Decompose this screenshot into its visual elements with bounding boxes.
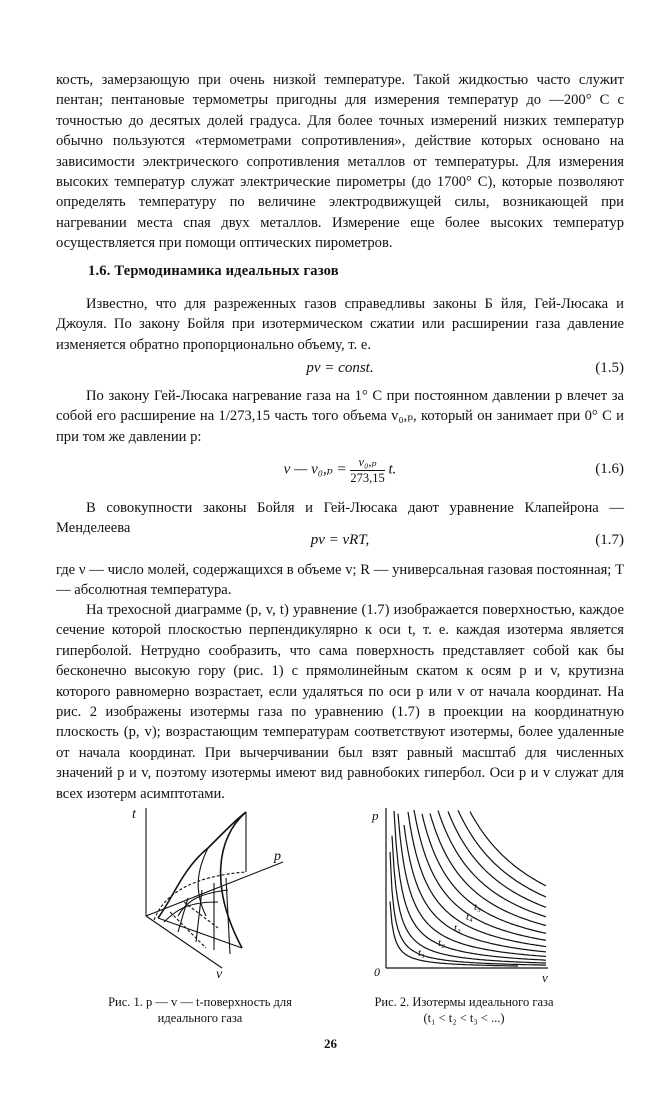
isotherm-curves <box>390 810 546 966</box>
figure-2-caption <box>344 994 584 1026</box>
isotherm-curve <box>414 810 546 940</box>
paragraph-gas-laws: Известно, что для разреженных газов справедливы законы Б йля, Гей-Люсака и Джоуля. По закону Бойля при изотермическом сжатии или расширении газа давление изменяется обратно пропорционально объему, т. е. <box>56 296 624 353</box>
paragraph-thermometers: кость, замерзающую при очень низкой температуре. Такой жидкостью часто служит пентан; пентановые термометры пригодны для измерения температур до —200° С с точностью до десятых долей градуса. Для более точных измерений низких температур обычно пользуются «термометрами сопротивления», действие которых основано на зависимости электрического сопротивления металлов от температуры. Для измерения высоких температур служат электрические пирометры (до 1700° С), которые позволяют определять температуру по величине электродвижущей силы, возникающей при нагревании места спая двух металлов. Измерение еще более высоких температур осуществляется при помощи оптических пирометров. <box>56 72 624 252</box>
figure-1-caption <box>80 994 320 1026</box>
paragraph-clapeyron: В совокупности законы Бойля и Гей-Люсака дают уравнение Клапейрона — Менделеева <box>56 500 624 537</box>
page-number: 26 <box>324 1036 337 1051</box>
figure-2-caption-line1: Рис. 2. Изотермы идеального газа <box>374 995 554 1009</box>
paragraph-diagram: На трехосной диаграмме (p, v, t) уравнение (1.7) изображается поверхностью, каждое сечение которой плоскостью перпендикулярно к оси t, т. е. каждая изотерма является гиперболой. Нетрудно сообразить, что сама поверхность представляет собой как бы бесконечно высокую гору (рис. 1) с прямолинейным скатом к осям p и v, крутизна которого равномерно возрастает, если удаляться по оси p или v от начала координат. На рис. 2 изображены изотермы газа по уравнению (1.7) в проекции на координатную плоскость (p, v); возрастающим температурам соответствуют изотермы, более удаленные от начала координат. При вычерчивании был взят равный масштаб для численных значений p и v, поэтому изотермы имеют вид равнобоких гипербол. Оси p и v служат для всех изотерм асимптотами. <box>56 602 624 802</box>
formula-1-7-expression: pv = νRT, <box>310 532 370 548</box>
isotherm-label-t1: t₁ <box>418 947 425 959</box>
ruling-dashed-1 <box>170 912 206 948</box>
figure-1-caption-line1: Рис. 1. p — v — t-поверхность для <box>108 995 292 1009</box>
formula-1-6 <box>56 454 624 490</box>
formula-1-5-expression: pv = const. <box>306 360 374 376</box>
paragraph-gay-lussac: По закону Гей-Люсака нагревание газа на 1° С при постоянном давлении p влечет за собой его расширение на 1/273,15 часть того объема v₀,ₚ, который он занимает при 0° С и при том же давлении p: <box>56 388 624 445</box>
isotherm-curve <box>430 814 546 926</box>
section-heading: 1.6. Термодинамика идеальных газов <box>88 263 339 279</box>
formula-1-7 <box>56 532 624 556</box>
figure-1-pvt-surface <box>118 798 308 983</box>
isotherm-label-t4: t₄ <box>466 911 473 923</box>
isotherm-label-t3: t₃ <box>454 922 461 934</box>
figure-2-isotherms <box>366 806 550 984</box>
fig2-label-v: v <box>542 970 548 984</box>
formula-1-7-number: (1.7) <box>595 532 624 548</box>
paragraph-definitions: где ν — число молей, содержащихся в объеме v; R — универсальная газовая постоянная; T — абсолютная температура. <box>56 562 624 599</box>
formula-1-6-numerator: v₀,ₚ <box>350 454 384 471</box>
ruling-dashed-2 <box>184 902 218 928</box>
fig1-label-t: t <box>132 807 136 822</box>
isotherm-label-t2: t₂ <box>438 937 445 949</box>
isotherm-curve <box>408 812 546 947</box>
formula-1-6-lhs: v — v₀,ₚ = <box>283 461 347 478</box>
figure-2-caption-line2: (t₁ < t₂ < t₃ < ...) <box>423 1011 505 1025</box>
fig2-label-origin: 0 <box>374 965 380 979</box>
surface-section-3 <box>164 902 218 922</box>
isotherm-curve <box>392 836 546 963</box>
fig2-label-p: p <box>372 808 379 823</box>
fig1-label-v: v <box>216 967 223 982</box>
fig1-label-p: p <box>274 849 281 864</box>
formula-1-6-denominator: 273,15 <box>350 471 385 485</box>
formula-1-6-number: (1.6) <box>595 461 624 477</box>
formula-1-5-number: (1.5) <box>595 360 624 376</box>
figure-1-caption-line2: идеального газа <box>157 1011 243 1025</box>
isotherm-curve <box>422 814 546 933</box>
formula-1-5 <box>56 360 624 384</box>
formula-1-6-fraction <box>350 454 384 486</box>
isotherm-curve <box>404 825 546 952</box>
isotherm-label-t5: t₅ <box>474 901 481 913</box>
axis-v-line <box>146 916 222 968</box>
formula-1-6-rhs: t. <box>388 461 397 478</box>
isotherm-curve <box>448 812 546 908</box>
